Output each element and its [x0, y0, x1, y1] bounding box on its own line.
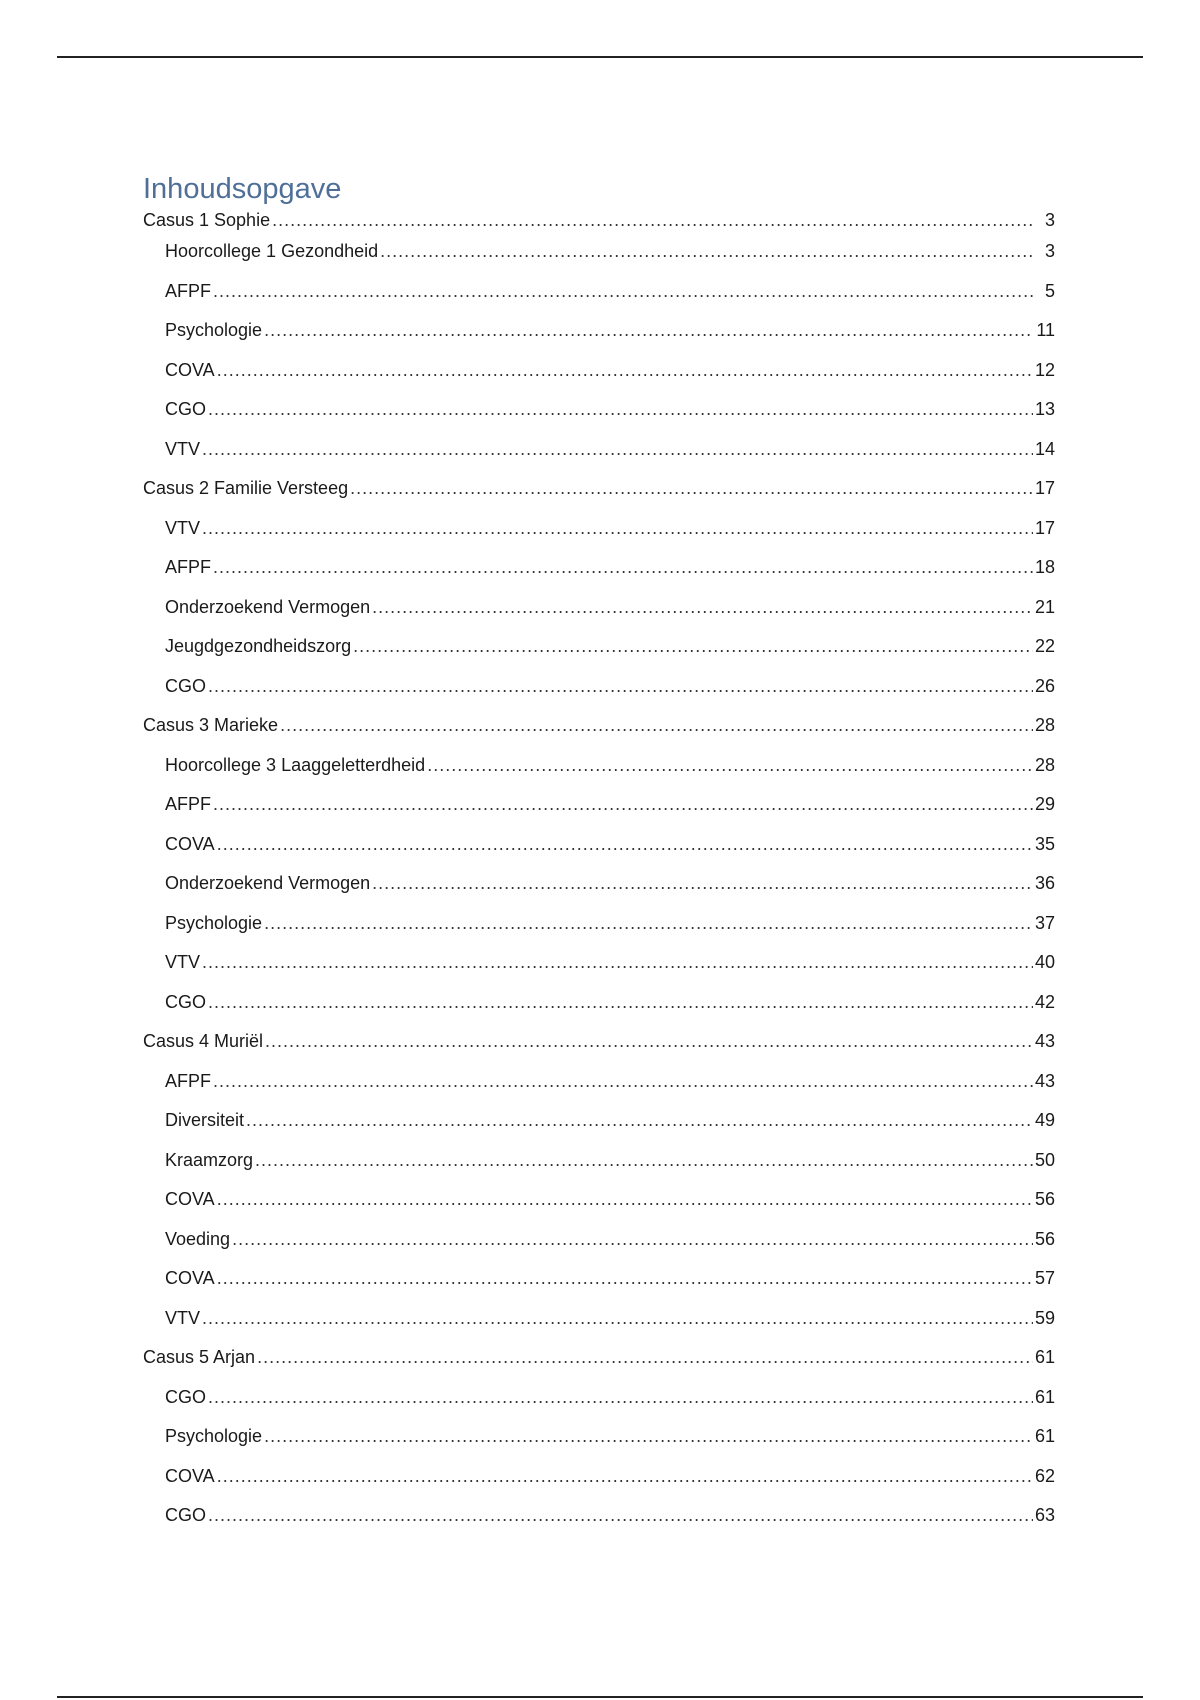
- toc-entry-page-number: 42: [1034, 991, 1055, 1012]
- toc-entry-page-number: 40: [1034, 952, 1055, 972]
- toc-entry-section[interactable]: [143, 676, 1055, 716]
- toc-entry-page-number: 61: [1034, 1347, 1055, 1367]
- toc-entry-page-number: 43: [1034, 1070, 1055, 1091]
- toc-entry-page-number: 5: [1044, 280, 1055, 301]
- toc-dot-leader: [217, 834, 1033, 855]
- toc-entry-label: Casus 2 Familie Versteeg: [143, 478, 349, 498]
- toc-dot-leader: [208, 992, 1033, 1013]
- toc-entry-section[interactable]: [143, 439, 1055, 479]
- toc-entry-section[interactable]: [143, 518, 1055, 558]
- toc-entry-section[interactable]: [143, 1189, 1055, 1229]
- toc-entry-page-number: 59: [1034, 1307, 1055, 1328]
- toc-entry-page-number: 36: [1034, 873, 1055, 893]
- toc-dot-leader: [213, 557, 1033, 578]
- toc-entry-page-number: 62: [1034, 1465, 1055, 1486]
- toc-entry-page-number: 14: [1034, 438, 1055, 459]
- toc-entry-section[interactable]: [143, 320, 1055, 360]
- toc-entry-section[interactable]: [143, 636, 1055, 676]
- toc-entry-label: VTV: [165, 952, 201, 972]
- toc-entry-label: CGO: [165, 675, 207, 696]
- toc-entry-section[interactable]: [143, 913, 1055, 953]
- toc-entry-page-number: 61: [1034, 1386, 1055, 1407]
- toc-dot-leader: [372, 873, 1033, 894]
- toc-entry-section[interactable]: [143, 1150, 1055, 1190]
- toc-entry-label: Voeding: [165, 1228, 231, 1249]
- toc-dot-leader: [264, 1426, 1033, 1447]
- toc-dot-leader: [202, 518, 1033, 539]
- toc-dot-leader: [208, 1387, 1033, 1408]
- toc-entry-label: VTV: [165, 1307, 201, 1328]
- toc-entry-section[interactable]: [143, 755, 1055, 795]
- toc-entry-label: Jeugdgezondheidszorg: [165, 636, 352, 656]
- toc-dot-leader: [202, 439, 1033, 460]
- toc-dot-leader: [213, 281, 1033, 302]
- toc-dot-leader: [208, 1505, 1033, 1526]
- footer-rule: [57, 1696, 1143, 1698]
- toc-entry-label: VTV: [165, 517, 201, 538]
- toc-dot-leader: [380, 241, 1033, 262]
- toc-entry-section[interactable]: [143, 1387, 1055, 1427]
- toc-entry-label: Psychologie: [165, 912, 263, 933]
- toc-entry-section[interactable]: [143, 281, 1055, 321]
- toc-entry-page-number: 63: [1034, 1505, 1055, 1525]
- toc-dot-leader: [208, 399, 1033, 420]
- toc-entry-chapter[interactable]: [143, 478, 1055, 518]
- toc-entry-section[interactable]: [143, 794, 1055, 834]
- toc-entry-label: Casus 4 Muriël: [143, 1031, 264, 1051]
- toc-entry-label: Psychologie: [165, 320, 263, 340]
- toc-entry-section[interactable]: [143, 1110, 1055, 1150]
- toc-entry-chapter[interactable]: [143, 1031, 1055, 1071]
- toc-entry-label: Hoorcollege 3 Laaggeletterdheid: [165, 754, 426, 775]
- toc-entry-label: CGO: [165, 991, 207, 1012]
- toc-entry-section[interactable]: [143, 1466, 1055, 1506]
- toc-entry-section[interactable]: [143, 1426, 1055, 1466]
- toc-entry-section[interactable]: [143, 1308, 1055, 1348]
- toc-entry-label: AFPF: [165, 794, 212, 814]
- toc-entry-page-number: 37: [1034, 912, 1055, 933]
- toc-entry-page-number: 57: [1034, 1268, 1055, 1288]
- toc-entry-section[interactable]: [143, 952, 1055, 992]
- toc-dot-leader: [264, 320, 1033, 341]
- toc-entry-label: CGO: [165, 1386, 207, 1407]
- toc-entry-section[interactable]: [143, 1268, 1055, 1308]
- toc-dot-leader: [217, 1268, 1033, 1289]
- toc-entry-section[interactable]: [143, 399, 1055, 439]
- toc-dot-leader: [217, 1189, 1033, 1210]
- toc-list: [143, 210, 1055, 1545]
- toc-dot-leader: [272, 210, 1033, 231]
- toc-entry-page-number: 50: [1034, 1149, 1055, 1170]
- toc-entry-page-number: 28: [1034, 754, 1055, 775]
- toc-entry-label: Hoorcollege 1 Gezondheid: [165, 241, 379, 261]
- header-rule: [57, 56, 1143, 58]
- toc-dot-leader: [208, 676, 1033, 697]
- toc-entry-page-number: 29: [1034, 794, 1055, 814]
- toc-entry-page-number: 61: [1034, 1426, 1055, 1446]
- toc-entry-section[interactable]: [143, 557, 1055, 597]
- toc-entry-page-number: 11: [1036, 320, 1055, 340]
- toc-entry-section[interactable]: [143, 873, 1055, 913]
- toc-entry-label: Casus 3 Marieke: [143, 715, 279, 735]
- toc-dot-leader: [217, 360, 1033, 381]
- toc-dot-leader: [280, 715, 1033, 736]
- toc-entry-label: AFPF: [165, 1070, 212, 1091]
- toc-dot-leader: [353, 636, 1033, 657]
- toc-entry-section[interactable]: [143, 1229, 1055, 1269]
- toc-entry-section[interactable]: [143, 241, 1055, 281]
- toc-dot-leader: [202, 1308, 1033, 1329]
- toc-entry-label: Kraamzorg: [165, 1149, 254, 1170]
- toc-entry-label: CGO: [165, 1505, 207, 1525]
- toc-entry-section[interactable]: [143, 1505, 1055, 1545]
- toc-dot-leader: [232, 1229, 1033, 1250]
- toc-entry-chapter[interactable]: [143, 1347, 1055, 1387]
- toc-entry-page-number: 56: [1034, 1228, 1055, 1249]
- toc-dot-leader: [265, 1031, 1033, 1052]
- toc-entry-page-number: 56: [1034, 1189, 1055, 1209]
- toc-dot-leader: [255, 1150, 1033, 1171]
- toc-entry-label: COVA: [165, 1465, 215, 1486]
- toc-entry-section[interactable]: [143, 834, 1055, 874]
- toc-entry-section[interactable]: [143, 360, 1055, 400]
- toc-entry-page-number: 35: [1034, 833, 1055, 854]
- toc-entry-page-number: 49: [1034, 1110, 1055, 1130]
- toc-entry-page-number: 12: [1034, 359, 1055, 380]
- toc-dot-leader: [372, 597, 1033, 618]
- toc-entry-page-number: 13: [1034, 399, 1055, 419]
- toc-dot-leader: [217, 1466, 1033, 1487]
- toc-entry-page-number: 3: [1044, 210, 1055, 230]
- toc-entry-page-number: 21: [1034, 596, 1055, 617]
- toc-entry-label: COVA: [165, 1268, 215, 1288]
- toc-entry-label: Diversiteit: [165, 1110, 245, 1130]
- toc-dot-leader: [257, 1347, 1033, 1368]
- toc-entry-label: COVA: [165, 833, 215, 854]
- toc-entry-page-number: 43: [1034, 1031, 1055, 1051]
- toc-title: Inhoudsopgave: [143, 173, 342, 205]
- toc-entry-label: Onderzoekend Vermogen: [165, 873, 371, 893]
- toc-dot-leader: [350, 478, 1033, 499]
- toc-entry-page-number: 26: [1034, 675, 1055, 696]
- toc-entry-section[interactable]: [143, 597, 1055, 637]
- toc-entry-label: Onderzoekend Vermogen: [165, 596, 371, 617]
- toc-dot-leader: [202, 952, 1033, 973]
- toc-entry-page-number: 17: [1034, 478, 1055, 498]
- toc-entry-section[interactable]: [143, 1071, 1055, 1111]
- toc-dot-leader: [264, 913, 1033, 934]
- toc-entry-label: CGO: [165, 399, 207, 419]
- toc-entry-label: AFPF: [165, 280, 212, 301]
- toc-entry-page-number: 28: [1034, 715, 1055, 735]
- toc-entry-label: COVA: [165, 1189, 215, 1209]
- toc-dot-leader: [246, 1110, 1033, 1131]
- table-of-contents: [143, 168, 1055, 1545]
- toc-entry-page-number: 17: [1034, 517, 1055, 538]
- toc-entry-label: COVA: [165, 359, 215, 380]
- toc-dot-leader: [213, 794, 1033, 815]
- toc-entry-chapter[interactable]: [143, 715, 1055, 755]
- toc-entry-label: AFPF: [165, 557, 212, 577]
- toc-entry-page-number: 22: [1034, 636, 1055, 656]
- toc-dot-leader: [213, 1071, 1033, 1092]
- toc-entry-label: VTV: [165, 438, 201, 459]
- toc-entry-label: Psychologie: [165, 1426, 263, 1446]
- toc-dot-leader: [427, 755, 1033, 776]
- toc-entry-label: Casus 1 Sophie: [143, 210, 271, 230]
- toc-entry-section[interactable]: [143, 992, 1055, 1032]
- toc-entry-chapter[interactable]: [143, 210, 1055, 241]
- toc-entry-page-number: 3: [1044, 241, 1055, 261]
- toc-entry-label: Casus 5 Arjan: [143, 1347, 256, 1367]
- toc-entry-page-number: 18: [1034, 557, 1055, 577]
